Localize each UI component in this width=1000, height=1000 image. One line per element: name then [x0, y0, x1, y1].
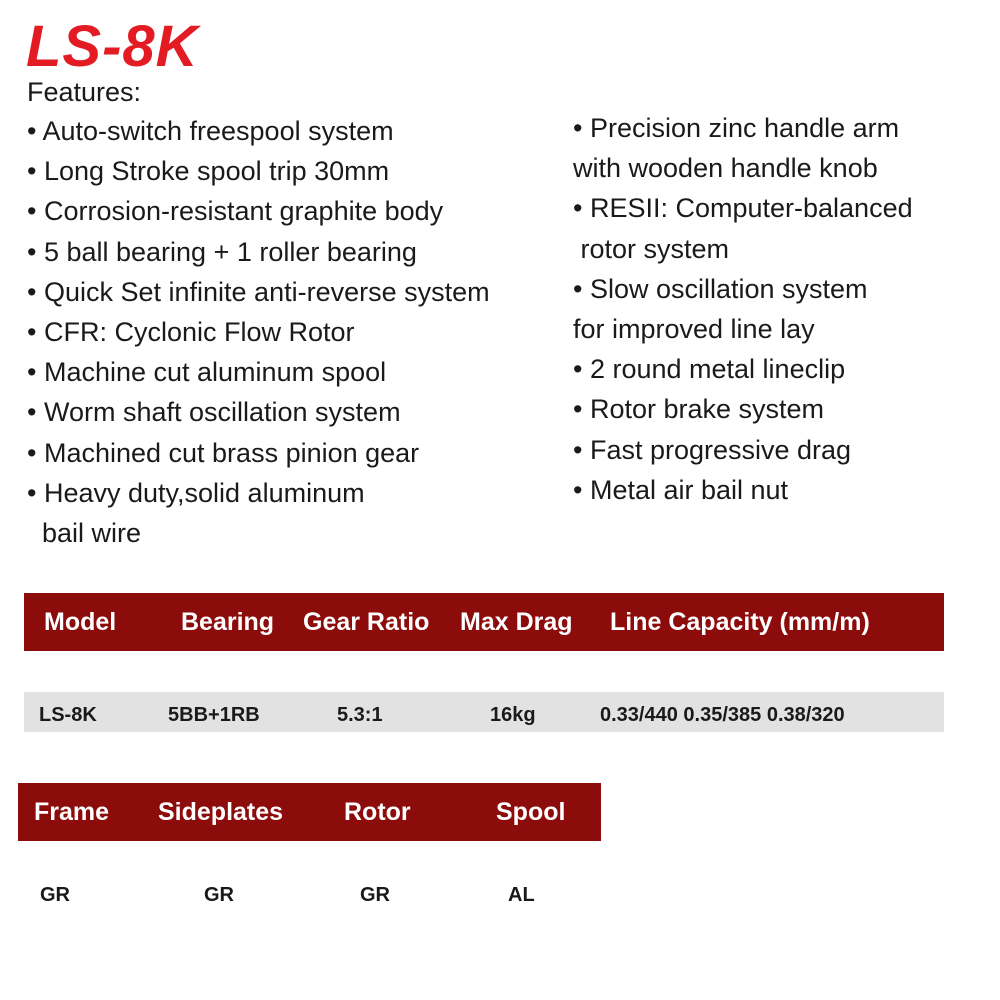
cell-bearing: 5BB+1RB [168, 704, 260, 726]
features-heading: Features: [27, 77, 142, 107]
features-list-left [27, 111, 567, 553]
feature-item: • Heavy duty,solid aluminum [27, 477, 365, 508]
materials-table-row [18, 880, 601, 916]
feature-item: • 2 round metal lineclip [573, 354, 846, 385]
cell-frame: GR [40, 884, 70, 906]
spec-table-row [24, 692, 944, 732]
cell-max-drag: 16kg [490, 704, 536, 726]
feature-item: • Machine cut aluminum spool [27, 357, 387, 388]
feature-item: • Corrosion-resistant graphite body [27, 196, 444, 227]
feature-item: • CFR: Cyclonic Flow Rotor [27, 317, 355, 348]
cell-sideplates: GR [204, 884, 234, 906]
header-bearing: Bearing [181, 608, 275, 636]
product-title: LS-8K [26, 14, 199, 79]
header-line-capacity: Line Capacity (mm/m) [610, 608, 870, 636]
feature-item: • 5 ball bearing + 1 roller bearing [27, 236, 417, 267]
cell-rotor: GR [360, 884, 390, 906]
feature-item: with wooden handle knob [573, 153, 878, 184]
feature-item: bail wire [27, 518, 142, 549]
feature-item: • Slow oscillation system [573, 273, 868, 304]
feature-item: • RESII: Computer-balanced [573, 193, 913, 224]
header-sideplates: Sideplates [158, 798, 284, 826]
feature-item: • Long Stroke spool trip 30mm [27, 156, 390, 187]
cell-model: LS-8K [39, 704, 97, 726]
feature-item: rotor system [573, 233, 730, 264]
header-rotor: Rotor [344, 798, 411, 826]
feature-item: • Fast progressive drag [573, 434, 852, 465]
header-spool: Spool [496, 798, 566, 826]
feature-item: • Worm shaft oscillation system [27, 397, 401, 428]
cell-line-capacity: 0.33/440 0.35/385 0.38/320 [600, 704, 845, 726]
feature-item: • Rotor brake system [573, 394, 825, 425]
spec-table-header [24, 593, 944, 651]
feature-item: for improved line lay [573, 314, 815, 345]
header-model: Model [44, 608, 117, 636]
feature-item: • Auto-switch freespool system [27, 116, 394, 146]
cell-gear-ratio: 5.3:1 [337, 704, 383, 726]
header-gear-ratio: Gear Ratio [303, 608, 430, 636]
header-frame: Frame [34, 798, 110, 826]
features-list-right [573, 108, 993, 510]
materials-table-header [18, 783, 601, 841]
feature-item: • Metal air bail nut [573, 474, 789, 505]
feature-item: • Quick Set infinite anti-reverse system [27, 276, 490, 307]
feature-item: • Machined cut brass pinion gear [27, 437, 420, 468]
feature-item: • Precision zinc handle arm [573, 113, 900, 143]
cell-spool: AL [508, 884, 535, 906]
header-max-drag: Max Drag [460, 608, 573, 636]
